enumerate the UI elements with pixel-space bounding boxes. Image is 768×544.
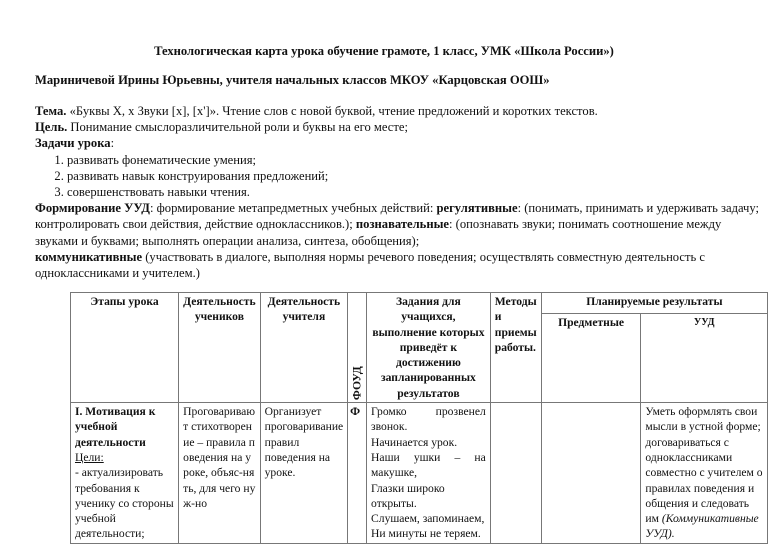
lesson-intro (35, 103, 760, 281)
header-assignments: Задания для учащихся, выполнение которых приведёт к достижению запланированных результатов (367, 293, 491, 403)
header-methods: Методы и приемы работы. (490, 293, 541, 403)
cell-methods (490, 403, 541, 544)
document-title: Технологическая карта урока обучение грамоте, 1 класс, УМК «Школа России») (154, 44, 614, 58)
cell-foud: Ф (348, 403, 367, 544)
cell-students: Проговаривают стихотворение – правила поведения на уроке, объяс-нять, для чего нуж-но (179, 403, 260, 544)
header-teacher: Деятельность учителя (260, 293, 348, 403)
cell-teacher: Организует проговаривание правил поведения на уроке. (260, 403, 348, 544)
uud-paragraph: Формирование УУД: формирование метапредметных учебных действий: регулятивные: (понимать, принимать и удерживать задачу; контролировать свои действия, действие одноклассников.); познавательные: (опознавать звуки; понимать соотношение между звуками и буквами; выполнять операции анализа, синтеза, обобщения); коммуникативные (участвовать в диалоге, выполняя нормы речевого поведения; осуществлять совместную деятельность с одноклассниками и учителем.) (35, 201, 760, 281)
topic-line: Тема. «Буквы Х, х Звуки [х], [х']». Чтение слов с новой буквой, чтение предложений и коротких текстов. (35, 104, 598, 118)
cell-stage: I. Мотивация к учебной деятельности Цели: - актуализировать требования к ученику со стороны учебной деятельности; (71, 403, 179, 544)
tasks-list (35, 152, 760, 201)
tasks-heading: Задачи урока: (35, 136, 115, 151)
cell-assignment: Громко прозвенел звонок. Начинается урок. Наши ушки – на макушке, Глазки широко открыты. Слушаем, запоминаем, Ни минуты не теряем. (367, 403, 491, 544)
header-uud: УУД (641, 313, 768, 402)
author-line: Мариничевой Ирины Юрьевны, учителя начальных классов МКОУ «Карцовская ООШ» (35, 73, 550, 87)
header-stages: Этапы урока (71, 293, 179, 403)
goal-line: Цель. Понимание смыслоразличительной роли и буквы на его месте; (35, 120, 408, 135)
task-item: 3. совершенствовать навыки чтения. (67, 184, 760, 200)
cell-subject (541, 403, 641, 544)
lesson-map-table (70, 292, 768, 544)
cell-uud: Уметь оформлять свои мысли в устной форме; договариваться с одноклассниками совместно с учителем о правилах поведения и общения и следовать им (Коммуникативные УУД). (641, 403, 768, 544)
task-item: 2. развивать навык конструирования предложений; (67, 168, 760, 184)
header-students: Деятельность учеников (179, 293, 260, 403)
header-subject: Предметные (541, 313, 641, 402)
task-item: 1. развивать фонематические умения; (67, 152, 760, 168)
table-row (71, 403, 768, 544)
header-foud: ФОУД (348, 293, 367, 403)
header-planned-results: Планируемые результаты (541, 293, 767, 314)
